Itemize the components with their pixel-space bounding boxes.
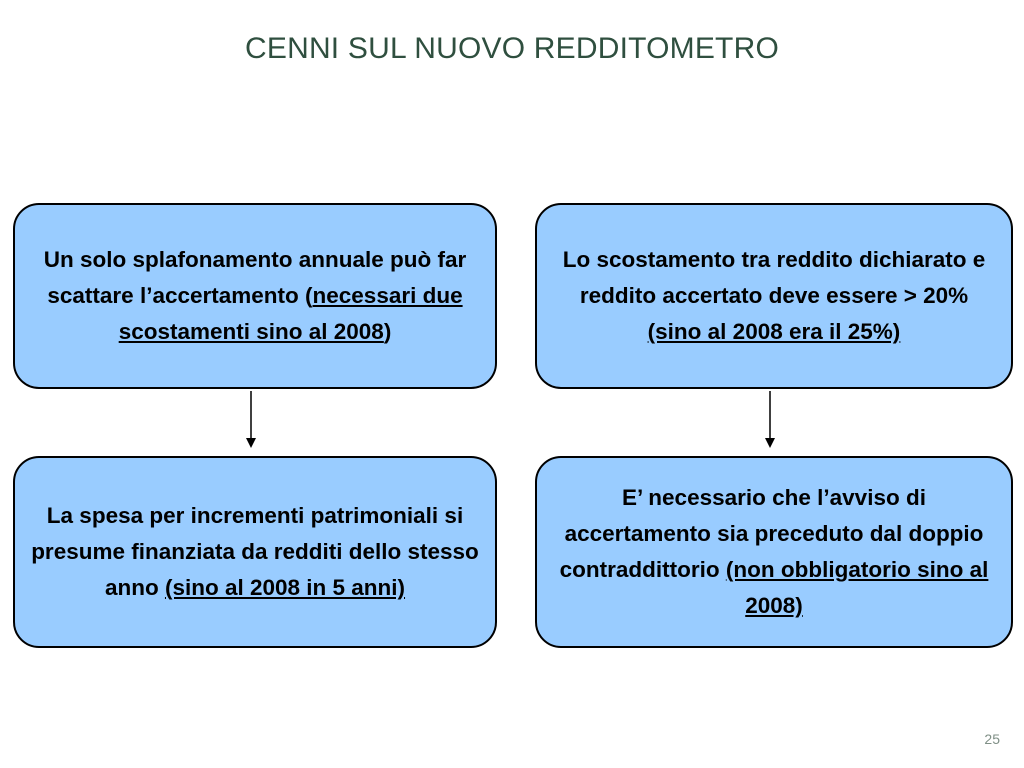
box-underlined-note: necessari due scostamenti sino al 2008: [118, 283, 463, 344]
page-number: 25: [984, 731, 1000, 747]
box-body-text: Un solo splafonamento annuale può far scattare l’accertamento (: [43, 247, 467, 308]
slide-title: CENNI SUL NUOVO REDDITOMETRO: [245, 32, 779, 65]
box-underlined-note: (sino al 2008 era il 25%): [647, 319, 901, 344]
box-body-text: La spesa per incrementi patrimoniali si presume finanziata da redditi dello stesso anno: [31, 503, 479, 600]
box-underlined-note: (non obbligatorio sino al 2008): [725, 557, 989, 618]
box-body-text: Lo scostamento tra reddito dichiarato e reddito accertato deve essere > 20%: [562, 247, 986, 308]
box-body-text: E’ necessario che l’avviso di accertamento sia preceduto dal doppio contraddittorio: [559, 485, 984, 582]
box-tail-text: ): [383, 319, 392, 344]
box-underlined-note: (sino al 2008 in 5 anni): [164, 575, 406, 600]
